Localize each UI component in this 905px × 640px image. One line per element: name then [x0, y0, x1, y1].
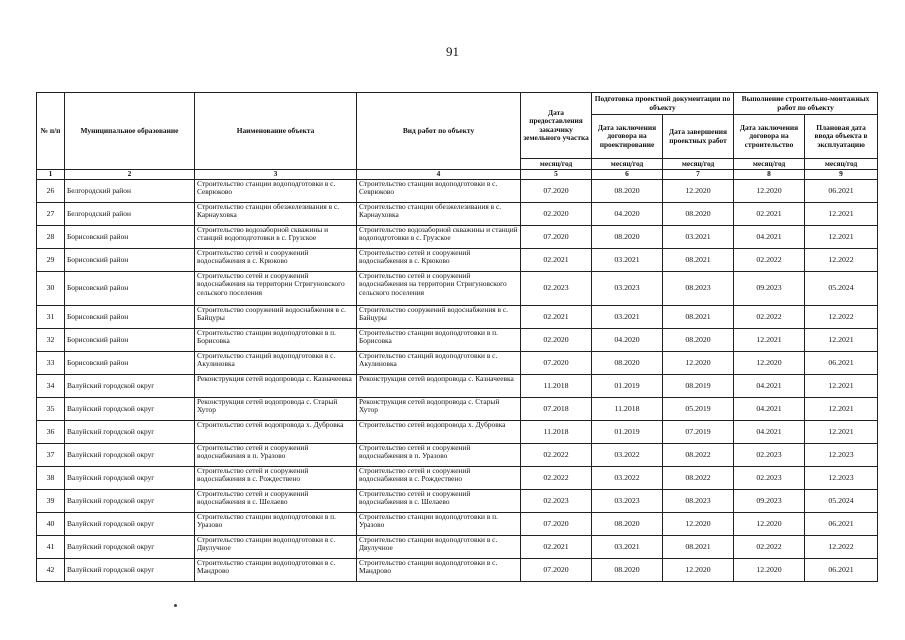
commission-date-cell: 12.2022	[805, 249, 878, 272]
design-done-cell: 07.2019	[663, 421, 734, 444]
work-type-cell: Реконструкция сетей водопровода с. Казначеевка	[357, 375, 521, 398]
build-contract-cell: 09.2023	[734, 490, 805, 513]
header-work-type: Вид работ по объекту	[357, 93, 521, 170]
table-header	[37, 93, 878, 180]
work-type-cell: Реконструкция сетей водопровода с. Старый Хутор	[357, 398, 521, 421]
land-date-cell: 02.2021	[521, 306, 592, 329]
table-row	[37, 180, 878, 203]
commission-date-cell: 12.2021	[805, 329, 878, 352]
build-contract-cell: 02.2022	[734, 306, 805, 329]
col-number: 4	[357, 170, 521, 180]
work-type-cell: Строительство станции водоподготовки в п. Уразово	[357, 513, 521, 536]
column-numbers-row	[37, 170, 878, 180]
row-number: 35	[37, 398, 65, 421]
land-date-cell: 02.2020	[521, 329, 592, 352]
build-contract-cell: 02.2021	[734, 203, 805, 226]
table-row	[37, 513, 878, 536]
row-number: 29	[37, 249, 65, 272]
header-design-done: Дата завершения проектных работ	[663, 115, 734, 159]
object-name-cell: Строительство станции водоподготовки в с. Двулучное	[195, 536, 357, 559]
work-type-cell: Строительство водозаборной скважины и станций водоподготовки в с. Грузское	[357, 226, 521, 249]
work-type-cell: Строительство сетей и сооружений водоснабжения в с. Крюково	[357, 249, 521, 272]
municipality-cell: Борисовский район	[65, 272, 195, 306]
commission-date-cell: 06.2021	[805, 513, 878, 536]
col-number: 3	[195, 170, 357, 180]
object-name-cell: Строительство станции водоподготовки в с. Мандрово	[195, 559, 357, 582]
row-number: 27	[37, 203, 65, 226]
object-name-cell: Строительство станций водоподготовки в с. Акулиновка	[195, 352, 357, 375]
table-row	[37, 352, 878, 375]
design-contract-cell: 08.2020	[592, 559, 663, 582]
municipality-cell: Борисовский район	[65, 249, 195, 272]
table-body	[37, 180, 878, 582]
object-name-cell: Строительство сооружений водоснабжения в с. Байцуры	[195, 306, 357, 329]
land-date-cell: 02.2022	[521, 467, 592, 490]
build-contract-cell: 02.2023	[734, 467, 805, 490]
land-date-cell: 02.2020	[521, 203, 592, 226]
work-type-cell: Строительство сетей и сооружений водоснабжения на территории Стригуновского сельского поселения	[357, 272, 521, 306]
object-name-cell: Строительство сетей и сооружений водоснабжения в с. Крюково	[195, 249, 357, 272]
commission-date-cell: 06.2021	[805, 180, 878, 203]
design-done-cell: 03.2021	[663, 226, 734, 249]
row-number: 41	[37, 536, 65, 559]
table-row	[37, 306, 878, 329]
object-name-cell: Строительство станции водоподготовки в п. Уразово	[195, 513, 357, 536]
header-num: № п/п	[37, 93, 65, 170]
schedule-table	[36, 92, 878, 582]
header-build-contract: Дата заключения договора на строительство	[734, 115, 805, 159]
work-type-cell: Строительство сетей водопровода х. Дубровка	[357, 421, 521, 444]
land-date-cell: 02.2021	[521, 249, 592, 272]
design-done-cell: 12.2020	[663, 180, 734, 203]
header-design-group: Подготовка проектной документации по объекту	[592, 93, 734, 115]
design-contract-cell: 08.2020	[592, 513, 663, 536]
row-number: 40	[37, 513, 65, 536]
municipality-cell: Борисовский район	[65, 352, 195, 375]
row-number: 26	[37, 180, 65, 203]
municipality-cell: Валуйский городской округ	[65, 513, 195, 536]
header-build-commission: Плановая дата ввода объекта в эксплуатацию	[805, 115, 878, 159]
municipality-cell: Валуйский городской округ	[65, 421, 195, 444]
build-contract-cell: 12.2020	[734, 559, 805, 582]
design-done-cell: 08.2019	[663, 375, 734, 398]
design-contract-cell: 08.2020	[592, 180, 663, 203]
land-date-cell: 07.2020	[521, 226, 592, 249]
municipality-cell: Валуйский городской округ	[65, 559, 195, 582]
commission-date-cell: 12.2023	[805, 444, 878, 467]
municipality-cell: Валуйский городской округ	[65, 398, 195, 421]
col-number: 7	[663, 170, 734, 180]
work-type-cell: Строительство станции водоподготовки в с. Двулучное	[357, 536, 521, 559]
design-done-cell: 08.2021	[663, 306, 734, 329]
table-row	[37, 490, 878, 513]
land-date-cell: 11.2018	[521, 375, 592, 398]
design-contract-cell: 03.2023	[592, 272, 663, 306]
design-done-cell: 08.2022	[663, 467, 734, 490]
header-build-group: Выполнение строительно-монтажных работ по объекту	[734, 93, 878, 115]
design-contract-cell: 08.2020	[592, 226, 663, 249]
design-contract-cell: 11.2018	[592, 398, 663, 421]
design-contract-cell: 03.2021	[592, 249, 663, 272]
design-done-cell: 08.2021	[663, 249, 734, 272]
work-type-cell: Строительство сетей и сооружений водоснабжения в с. Рождествено	[357, 467, 521, 490]
build-contract-cell: 02.2023	[734, 444, 805, 467]
design-done-cell: 05.2019	[663, 398, 734, 421]
work-type-cell: Строительство станции обезжелезивания в с. Карнауховка	[357, 203, 521, 226]
build-contract-cell: 04.2021	[734, 226, 805, 249]
design-done-cell: 08.2021	[663, 536, 734, 559]
object-name-cell: Строительство сетей и сооружений водоснабжения в п. Уразово	[195, 444, 357, 467]
commission-date-cell: 12.2021	[805, 398, 878, 421]
row-number: 28	[37, 226, 65, 249]
build-contract-cell: 04.2021	[734, 421, 805, 444]
object-name-cell: Строительство станции обезжелезивания в с. Карнауховка	[195, 203, 357, 226]
header-unit: месяц/год	[663, 159, 734, 170]
table-row	[37, 249, 878, 272]
header-municipality: Муниципальное образование	[65, 93, 195, 170]
row-number: 32	[37, 329, 65, 352]
row-number: 42	[37, 559, 65, 582]
commission-date-cell: 05.2024	[805, 490, 878, 513]
header-unit: месяц/год	[805, 159, 878, 170]
build-contract-cell: 04.2021	[734, 375, 805, 398]
land-date-cell: 02.2022	[521, 444, 592, 467]
commission-date-cell: 12.2021	[805, 375, 878, 398]
land-date-cell: 07.2018	[521, 398, 592, 421]
row-number: 30	[37, 272, 65, 306]
commission-date-cell: 12.2023	[805, 467, 878, 490]
commission-date-cell: 12.2022	[805, 536, 878, 559]
municipality-cell: Борисовский район	[65, 226, 195, 249]
design-done-cell: 12.2020	[663, 559, 734, 582]
row-number: 38	[37, 467, 65, 490]
commission-date-cell: 12.2021	[805, 421, 878, 444]
row-number: 34	[37, 375, 65, 398]
work-type-cell: Строительство станции водоподготовки в с. Мандрово	[357, 559, 521, 582]
commission-date-cell: 05.2024	[805, 272, 878, 306]
land-date-cell: 02.2021	[521, 536, 592, 559]
row-number: 37	[37, 444, 65, 467]
col-number: 9	[805, 170, 878, 180]
table-row	[37, 536, 878, 559]
municipality-cell: Валуйский городской округ	[65, 536, 195, 559]
design-contract-cell: 01.2019	[592, 375, 663, 398]
table-row	[37, 421, 878, 444]
municipality-cell: Валуйский городской округ	[65, 490, 195, 513]
design-done-cell: 12.2020	[663, 352, 734, 375]
table-row	[37, 272, 878, 306]
table-row	[37, 329, 878, 352]
table-row	[37, 375, 878, 398]
municipality-cell: Валуйский городской округ	[65, 375, 195, 398]
work-type-cell: Строительство сетей и сооружений водоснабжения в п. Уразово	[357, 444, 521, 467]
design-contract-cell: 03.2022	[592, 444, 663, 467]
table-row	[37, 559, 878, 582]
municipality-cell: Белгородский район	[65, 203, 195, 226]
table-row	[37, 226, 878, 249]
municipality-cell: Валуйский городской округ	[65, 467, 195, 490]
header-unit: месяц/год	[734, 159, 805, 170]
build-contract-cell: 04.2021	[734, 398, 805, 421]
municipality-cell: Валуйский городской округ	[65, 444, 195, 467]
build-contract-cell: 12.2020	[734, 513, 805, 536]
table-row	[37, 398, 878, 421]
header-land-date: Дата предоставления заказчику земельного участка	[521, 93, 592, 159]
build-contract-cell: 12.2020	[734, 180, 805, 203]
table-row	[37, 444, 878, 467]
design-contract-cell: 03.2023	[592, 490, 663, 513]
land-date-cell: 07.2020	[521, 352, 592, 375]
land-date-cell: 02.2023	[521, 490, 592, 513]
table-row	[37, 467, 878, 490]
col-number: 8	[734, 170, 805, 180]
object-name-cell: Строительство водозаборной скважины и станций водоподготовки в с. Грузское	[195, 226, 357, 249]
land-date-cell: 11.2018	[521, 421, 592, 444]
build-contract-cell: 12.2020	[734, 352, 805, 375]
object-name-cell: Строительство станции водоподготовки в п. Борисовка	[195, 329, 357, 352]
header-unit: месяц/год	[521, 159, 592, 170]
object-name-cell: Строительство сетей водопровода х. Дубровка	[195, 421, 357, 444]
design-contract-cell: 01.2019	[592, 421, 663, 444]
work-type-cell: Строительство станций водоподготовки в с. Акулиновка	[357, 352, 521, 375]
object-name-cell: Реконструкция сетей водопровода с. Старый Хутор	[195, 398, 357, 421]
table-row	[37, 203, 878, 226]
design-done-cell: 08.2023	[663, 272, 734, 306]
object-name-cell: Строительство сетей и сооружений водоснабжения в с. Рождествено	[195, 467, 357, 490]
stray-mark	[174, 604, 177, 607]
col-number: 2	[65, 170, 195, 180]
row-number: 31	[37, 306, 65, 329]
header-design-contract: Дата заключения договора на проектирование	[592, 115, 663, 159]
build-contract-cell: 12.2021	[734, 329, 805, 352]
build-contract-cell: 09.2023	[734, 272, 805, 306]
commission-date-cell: 06.2021	[805, 559, 878, 582]
header-object-name: Наименование объекта	[195, 93, 357, 170]
object-name-cell: Строительство сетей и сооружений водоснабжения в с. Шелаево	[195, 490, 357, 513]
municipality-cell: Белгородский район	[65, 180, 195, 203]
col-number: 1	[37, 170, 65, 180]
row-number: 33	[37, 352, 65, 375]
row-number: 36	[37, 421, 65, 444]
municipality-cell: Борисовский район	[65, 306, 195, 329]
land-date-cell: 02.2023	[521, 272, 592, 306]
commission-date-cell: 12.2021	[805, 203, 878, 226]
commission-date-cell: 12.2022	[805, 306, 878, 329]
col-number: 6	[592, 170, 663, 180]
land-date-cell: 07.2020	[521, 180, 592, 203]
municipality-cell: Борисовский район	[65, 329, 195, 352]
page-number: 91	[446, 44, 459, 59]
land-date-cell: 07.2020	[521, 513, 592, 536]
work-type-cell: Строительство сетей и сооружений водоснабжения в с. Шелаево	[357, 490, 521, 513]
object-name-cell: Реконструкция сетей водопровода с. Казначеевка	[195, 375, 357, 398]
design-contract-cell: 03.2021	[592, 536, 663, 559]
design-contract-cell: 08.2020	[592, 352, 663, 375]
design-contract-cell: 03.2021	[592, 306, 663, 329]
build-contract-cell: 02.2022	[734, 249, 805, 272]
col-number: 5	[521, 170, 592, 180]
build-contract-cell: 02.2022	[734, 536, 805, 559]
row-number: 39	[37, 490, 65, 513]
design-contract-cell: 04.2020	[592, 329, 663, 352]
design-done-cell: 08.2022	[663, 444, 734, 467]
design-contract-cell: 04.2020	[592, 203, 663, 226]
land-date-cell: 07.2020	[521, 559, 592, 582]
header-unit: месяц/год	[592, 159, 663, 170]
commission-date-cell: 06.2021	[805, 352, 878, 375]
work-type-cell: Строительство станции водоподготовки в п. Борисовка	[357, 329, 521, 352]
design-contract-cell: 03.2022	[592, 467, 663, 490]
object-name-cell: Строительство сетей и сооружений водоснабжения на территории Стригуновского сельского поселения	[195, 272, 357, 306]
object-name-cell: Строительство станции водоподготовки в с. Севрюково	[195, 180, 357, 203]
design-done-cell: 08.2020	[663, 203, 734, 226]
design-done-cell: 08.2020	[663, 329, 734, 352]
work-type-cell: Строительство станции водоподготовки в с. Севрюково	[357, 180, 521, 203]
commission-date-cell: 12.2021	[805, 226, 878, 249]
design-done-cell: 08.2023	[663, 490, 734, 513]
work-type-cell: Строительство сооружений водоснабжения в с. Байцуры	[357, 306, 521, 329]
design-done-cell: 12.2020	[663, 513, 734, 536]
